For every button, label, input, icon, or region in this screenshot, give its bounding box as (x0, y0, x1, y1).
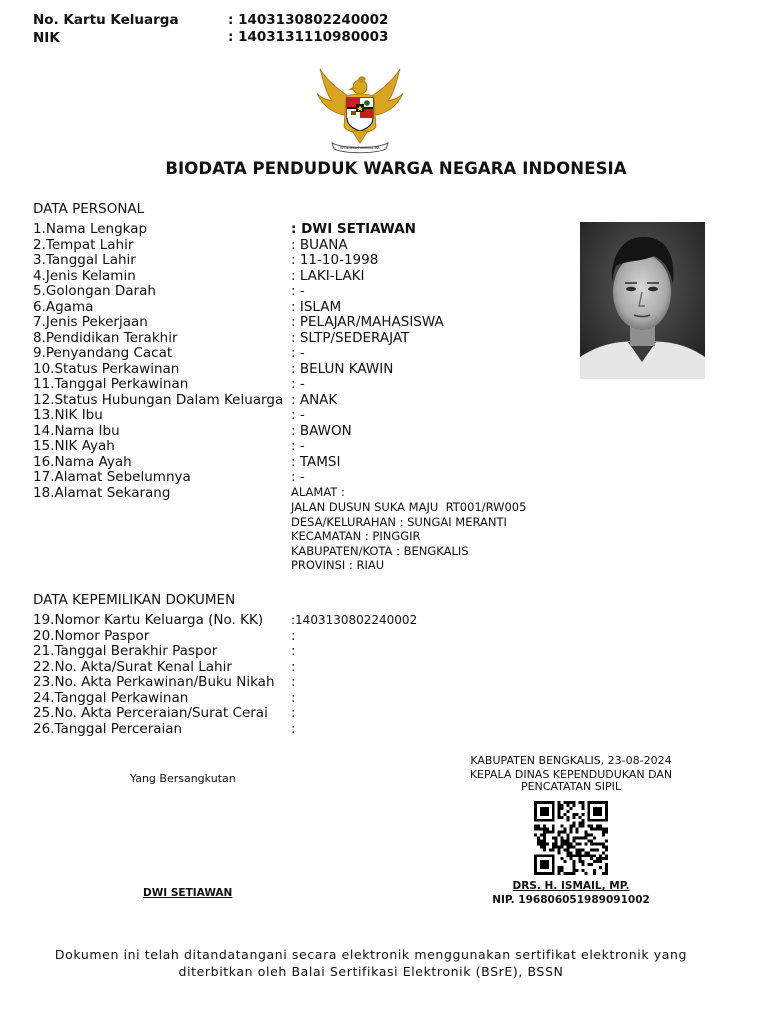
footer-line: Dokumen ini telah ditandatangani secara elektronik menggunakan sertifikat elektronik yang (54, 947, 688, 962)
svg-text:BHINNEKA TUNGGAL IKA: BHINNEKA TUNGGAL IKA (340, 146, 380, 150)
address-line: DESA/KELURAHAN : SUNGAI MERANTI (291, 514, 507, 529)
footer-notice (0, 946, 742, 980)
nik-label: NIK (33, 30, 60, 46)
kk-value: : 1403130802240002 (228, 12, 389, 28)
qr-code-icon (533, 801, 609, 875)
page-title: BIODATA PENDUDUK WARGA NEGARA INDONESIA (165, 159, 627, 178)
kk-label: No. Kartu Keluarga (33, 12, 179, 28)
section-heading-documents: DATA KEPEMILIKAN DOKUMEN (33, 592, 236, 608)
portrait-photo (580, 222, 705, 379)
footer-line: diterbitkan oleh Balai Sertifikasi Elektronik (BSrE), BSSN (178, 964, 564, 979)
address-line: KECAMATAN : PINGGIR (291, 529, 421, 543)
address-line: JALAN DUSUN SUKA MAJU RT001/RW005 (291, 500, 527, 514)
office-title: KEPALA DINAS KEPENDUDUKAN DAN (469, 768, 673, 781)
address-line: KABUPATEN/KOTA : BENGKALIS (291, 543, 469, 558)
garuda-emblem-icon (314, 63, 406, 155)
official-nip: NIP. 196806051989091002 (492, 894, 650, 906)
signatory-name: DWI SETIAWAN (143, 887, 233, 899)
office-title: PENCATATAN SIPIL (520, 780, 622, 793)
nik-value: : 1403131110980003 (228, 29, 389, 45)
address-line: ALAMAT : (291, 485, 345, 499)
signatory-caption: Yang Bersangkutan (130, 772, 236, 785)
section-heading-personal: DATA PERSONAL (33, 201, 145, 217)
address-line: PROVINSI : RIAU (291, 558, 385, 572)
official-name: DRS. H. ISMAIL, MP. (512, 880, 630, 892)
place-date: KABUPATEN BENGKALIS, 23-08-2024 (470, 754, 672, 767)
